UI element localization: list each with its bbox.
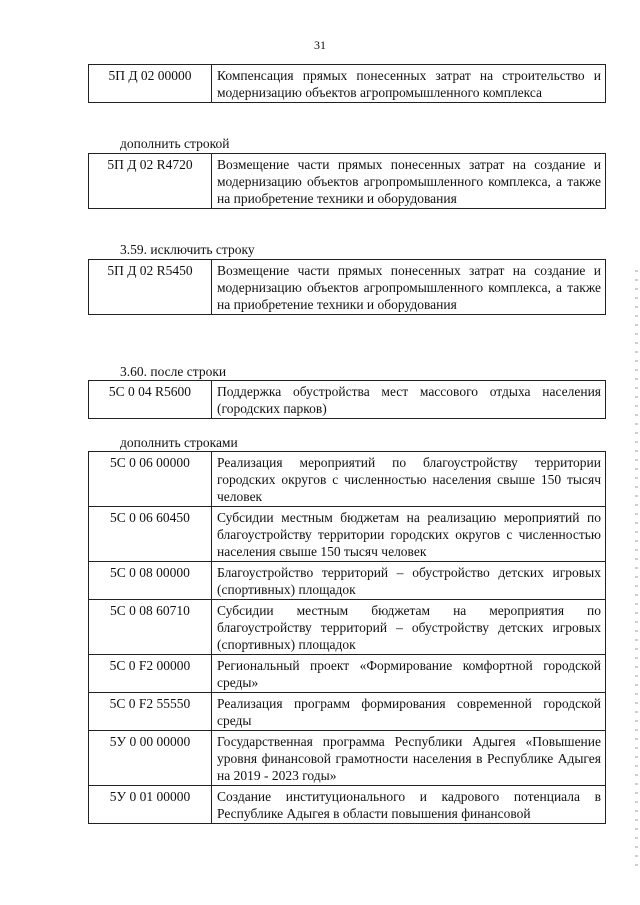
budget-code-table bbox=[88, 259, 606, 315]
budget-code: 5С 0 08 60710 bbox=[89, 600, 212, 655]
budget-code: 5У 0 01 00000 bbox=[89, 786, 212, 824]
table-row bbox=[89, 693, 606, 731]
instruction-caption: дополнить строками bbox=[120, 435, 238, 450]
table-row bbox=[89, 786, 606, 824]
table-row bbox=[89, 65, 606, 103]
table-row bbox=[89, 600, 606, 655]
budget-code: 5С 0 04 R5600 bbox=[89, 381, 212, 419]
budget-code-table bbox=[88, 380, 606, 419]
instruction-caption: 3.59. исключить строку bbox=[120, 242, 255, 257]
budget-code-description: Субсидии местным бюджетам на мероприятия по благоустройству территорий – обустройству детских игровых (спортивных) площадок bbox=[212, 600, 606, 655]
scan-edge-marks bbox=[635, 270, 638, 870]
budget-code-description: Реализация программ формирования современной городской среды bbox=[212, 693, 606, 731]
budget-code-description: Субсидии местным бюджетам на реализацию мероприятий по благоустройству территории городских округов с численностью населения свыше 150 тысяч человек bbox=[212, 507, 606, 562]
instruction-caption: 3.60. после строки bbox=[120, 364, 227, 379]
budget-code: 5С 0 F2 55550 bbox=[89, 693, 212, 731]
budget-code-description: Региональный проект «Формирование комфортной городской среды» bbox=[212, 655, 606, 693]
table-row bbox=[89, 154, 606, 209]
budget-code: 5С 0 06 60450 bbox=[89, 507, 212, 562]
budget-code: 5У 0 00 00000 bbox=[89, 731, 212, 786]
table-row bbox=[89, 655, 606, 693]
budget-code-description: Поддержка обустройства мест массового отдыха населения (городских парков) bbox=[212, 381, 606, 419]
table-row bbox=[89, 562, 606, 600]
budget-code: 5П Д 02 R5450 bbox=[89, 260, 212, 315]
budget-code-description: Возмещение части прямых понесенных затрат на создание и модернизацию объектов агропромышленного комплекса, а также на приобретение техники и оборудования bbox=[212, 260, 606, 315]
budget-code-description: Создание институционального и кадрового потенциала в Республике Адыгея в области повышения финансовой bbox=[212, 786, 606, 824]
budget-code-description: Благоустройство территорий – обустройство детских игровых (спортивных) площадок bbox=[212, 562, 606, 600]
table-row bbox=[89, 507, 606, 562]
table-row bbox=[89, 260, 606, 315]
budget-code-table bbox=[88, 153, 606, 209]
budget-code-description: Возмещение части прямых понесенных затрат на создание и модернизацию объектов агропромышленного комплекса, а также на приобретение техники и оборудования bbox=[212, 154, 606, 209]
budget-code-table bbox=[88, 64, 606, 103]
budget-code-description: Компенсация прямых понесенных затрат на строительство и модернизацию объектов агропромышленного комплекса bbox=[212, 65, 606, 103]
budget-code: 5С 0 F2 00000 bbox=[89, 655, 212, 693]
budget-code: 5С 0 06 00000 bbox=[89, 452, 212, 507]
budget-code: 5С 0 08 00000 bbox=[89, 562, 212, 600]
budget-code-table bbox=[88, 451, 606, 824]
table-row bbox=[89, 381, 606, 419]
table-row bbox=[89, 731, 606, 786]
budget-code-description: Государственная программа Республики Адыгея «Повышение уровня финансовой грамотности населения в Республике Адыгея на 2019 - 2023 годы» bbox=[212, 731, 606, 786]
budget-code: 5П Д 02 00000 bbox=[89, 65, 212, 103]
page-number: 31 bbox=[314, 38, 326, 52]
budget-code: 5П Д 02 R4720 bbox=[89, 154, 212, 209]
table-row bbox=[89, 452, 606, 507]
instruction-caption: дополнить строкой bbox=[120, 136, 230, 151]
budget-code-description: Реализация мероприятий по благоустройству территории городских округов с численностью населения свыше 150 тысяч человек bbox=[212, 452, 606, 507]
